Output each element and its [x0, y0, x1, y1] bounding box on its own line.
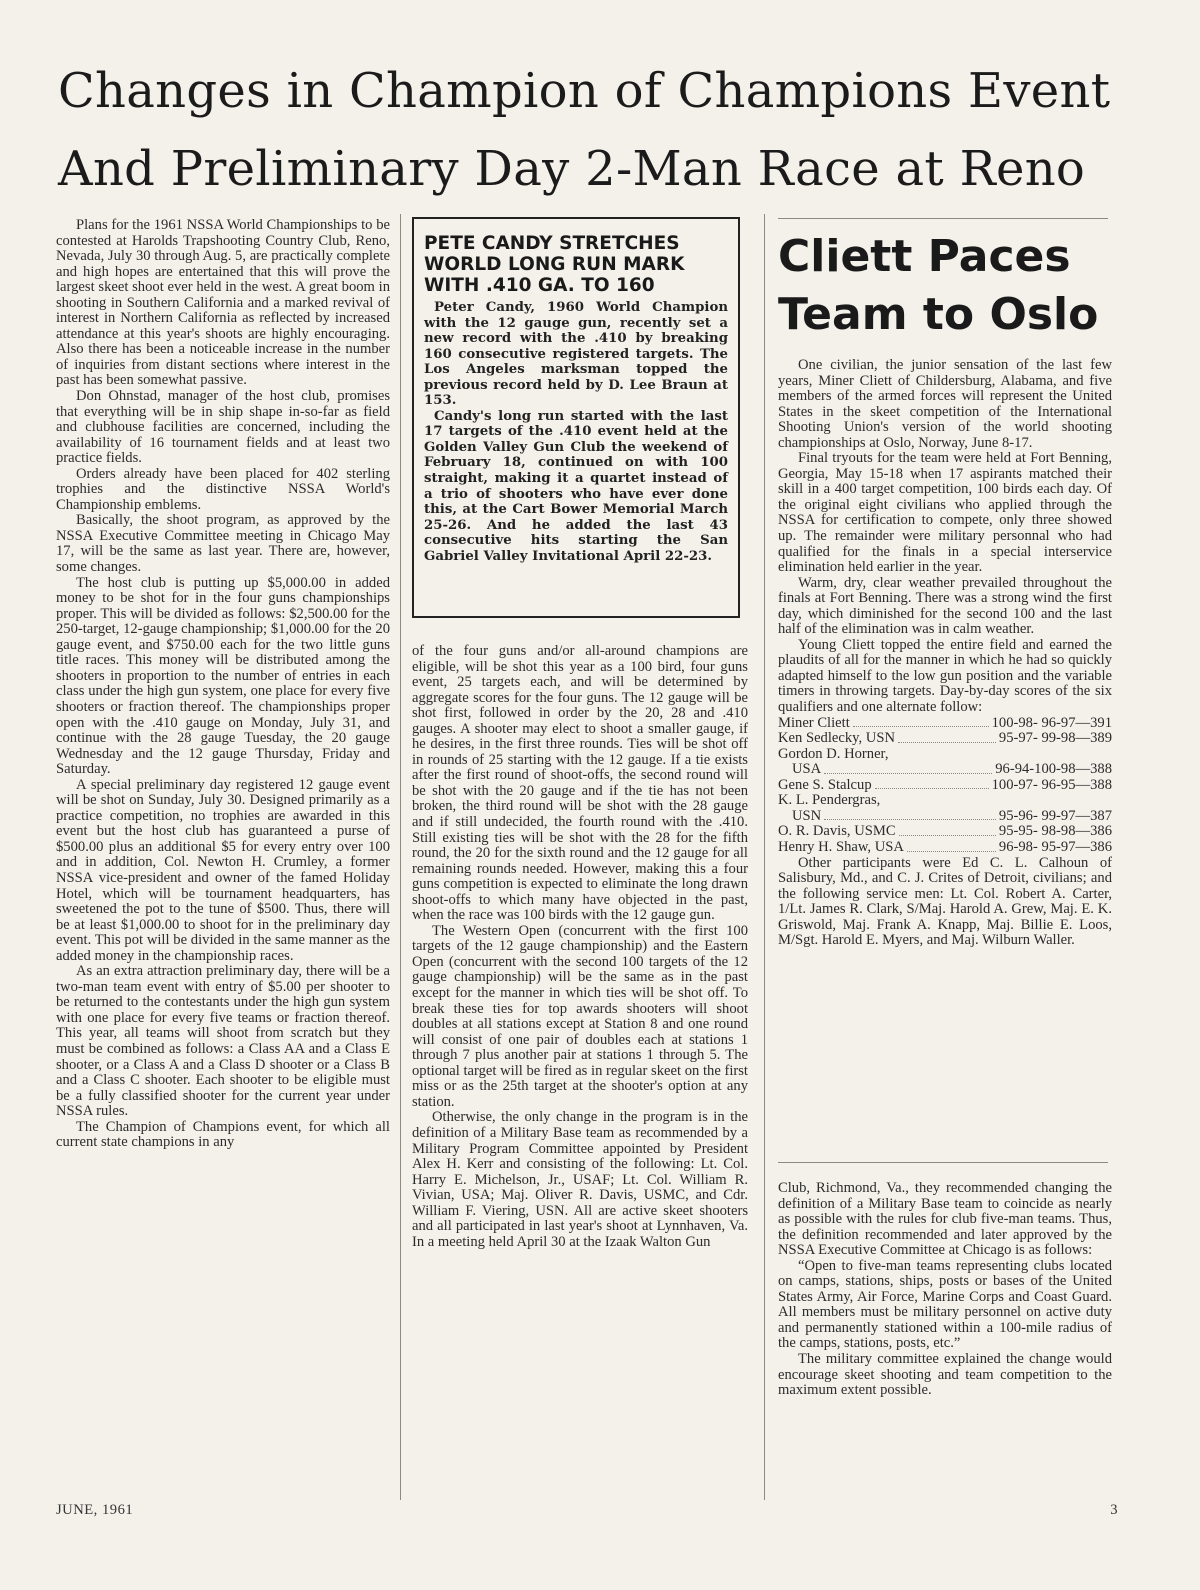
leader-dots [824, 809, 996, 821]
article-column-3-continued [778, 1181, 1112, 1399]
shooter-name: USA [792, 761, 822, 778]
paragraph: “Open to five-man teams representing clubs located on camps, stations, ships, posts or bases of the United States Army, Air Force, Marine Corps and Coast Guard. All members must be military personnel on active duty and permanently stationed within a 100-mile radius of the camps, stations, posts, etc.” [778, 1257, 1112, 1352]
shooter-name: O. R. Davis, USMC [778, 823, 896, 840]
leader-dots [899, 824, 996, 836]
paragraph: of the four guns and/or all-around champions are eligible, will be shot this year as a 100 bird, four guns event, 25 targets each, and will be determined by aggregate scores for the four guns. The 12 gauge will be shot first, followed in order by the 20, 28 and .410 gauges. A shooter may elect to shoot a smaller gauge, if he desires, in the first three rounds. Ties will be shot off in rounds of 25 starting with the 12 gauge. If a tie exists after the first round of shoot-offs, the second round will be shot with the 20 gauge and if the tie has not been broken, the third round will be shot with the 28 gauge and if still undecided, the fourth round with the .410. Still existing ties will be shot with the 28 for the fifth round, the 20 for the sixth round and the 12 gauge for all remaining rounds needed. However, making this a four guns competition is expected to eliminate the long drawn shoot-offs to which many have objected in the past, when the race was 100 birds with the 12 gauge gun. [412, 643, 748, 924]
paragraph: Warm, dry, clear weather prevailed throughout the finals at Fort Benning. There was a strong wind the first day, which diminished for the second 100 and the last half of the elimination was in calm weather. [778, 574, 1112, 638]
score-row [778, 840, 1112, 856]
leader-dots [824, 762, 992, 774]
score-row [778, 809, 1112, 825]
paragraph: The military committee explained the change would encourage skeet shooting and team competition to the maximum extent possible. [778, 1351, 1112, 1399]
score-row [778, 793, 1112, 809]
leader-dots [907, 840, 996, 852]
shooter-name: Ken Sedlecky, USN [778, 730, 895, 747]
paragraph: Basically, the shoot program, as approved by the NSSA Executive Committee meeting in Chicago May 17, will be the same as last year. There are, however, some changes. [56, 512, 390, 576]
shooter-name: Gordon D. Horner, [778, 745, 889, 762]
sidebar-title-line: PETE CANDY STRETCHES [424, 233, 680, 254]
paragraph: The host club is putting up $5,000.00 in added money to be shot for in the four guns championships proper. This will be divided as follows: $2,500.00 for the 250-target, 12-gauge championship; $1,000.00 for the 20 gauge event, and $750.00 each for the two little guns title races. This money will be distributed among the shooters in proportion to the number of entries in each class under the high gun system, one place for every five shooters or fraction thereof. The championships proper open with the .410 gauge on Monday, July 31, and continue with the 28 gauge Tuesday, the 20 gauge Wednesday and the 12 gauge Thursday, Friday and Saturday. [56, 574, 390, 778]
sidebar-box-title [424, 233, 738, 296]
paragraph: Club, Richmond, Va., they recommended changing the definition of a Military Base team to coincide as nearly as possible with the rules for club five-man teams. Thus, the definition recommended and later approved by the NSSA Executive Committee at Chicago is as follows: [778, 1180, 1112, 1259]
headline-line-2: And Preliminary Day 2-Man Race at Reno [58, 141, 1086, 197]
paragraph: Orders already have been placed for 402 sterling trophies and the distinctive NSSA World's Championship emblems. [56, 465, 390, 513]
paragraph: Otherwise, the only change in the program is in the definition of a Military Base team as recommended by a Military Program Committee appointed by President Alex H. Kerr and consisting of the following: Lt. Col. Harry E. Michelson, Jr., USAF; Lt. Col. William R. Vivian, USA; Maj. Oliver R. Davis, USMC, and Cdr. William F. Viering, USN. All are active skeet shooters and all participated in last year's shoot at Lynnhaven, Va. In a meeting held April 30 at the Izaak Walton Gun [412, 1109, 748, 1250]
paragraph: As an extra attraction preliminary day, there will be a two-man team event with entry of $5.00 per shooter to be returned to the contestants under the high gun system with one place for every five teams or fraction thereof. This year, all teams will shoot from scratch but they must be combined as follows: a Class AA and a Class E shooter, or a Class A and a Class D shooter or a Class B and a Class C shooter. Each shooter to be eligible must be a fully classified shooter for the current year under NSSA rules. [56, 963, 390, 1120]
side-article-title-line: Team to Oslo [778, 289, 1099, 340]
score-row [778, 716, 1112, 732]
sidebar-title-line: WITH .410 GA. TO 160 [424, 275, 655, 296]
score-row [778, 731, 1112, 747]
shooter-name: K. L. Pendergras, [778, 792, 881, 809]
shooter-score: 96-94-100-98—388 [995, 761, 1112, 778]
paragraph: A special preliminary day registered 12 gauge event will be shot on Sunday, July 30. Designed primarily as a practice competition, no trophies are awarded in this event but the host club has guaranteed a purse of $500.00 plus an additional $5 for every entry over 100 and in addition, Col. Newton H. Crumley, a former NSSA vice-president and owner of the famed Holiday Hotel, which will be tournament headquarters, has sweetened the pot to the tune of $500. Thus, there will be at least $1,000.00 to shoot for in the preliminary day event. This pot will be divided in the same manner as the added money in the championship races. [56, 776, 390, 964]
score-row [778, 762, 1112, 778]
sidebar-box [412, 217, 740, 618]
column-divider [764, 214, 765, 1500]
article-column-1 [56, 218, 390, 1151]
side-article-top-rule [778, 218, 1108, 219]
headline-line-1: Changes in Champion of Champions Event [58, 63, 1111, 119]
paragraph: Candy's long run started with the last 17 targets of the .410 event held at the Golden Valley Gun Club the weekend of February 18, continued on with 100 straight, making it a quartet instead of a trio of shooters who have ever done this, at the Cart Bower Memorial March 25-26. And he added the last 43 consecutive hits starting the San Gabriel Valley Invitational April 22-23. [424, 408, 728, 564]
shooter-name: Henry H. Shaw, USA [778, 838, 904, 855]
shooter-score: 100-98- 96-97—391 [991, 714, 1112, 731]
paragraph: The Champion of Champions event, for which all current state champions in any [56, 1118, 390, 1151]
sidebar-box-body [424, 300, 738, 564]
leader-dots [875, 778, 989, 790]
shooter-name: Miner Cliett [778, 714, 850, 731]
paragraph: Don Ohnstad, manager of the host club, promises that everything will be in ship shape in-so-far as field and clubhouse facilities are concerned, including the availability of 16 tournament fields and at least two practice fields. [56, 388, 390, 467]
article-column-2 [412, 644, 748, 1250]
section-divider [778, 1162, 1108, 1163]
score-list [778, 716, 1112, 856]
shooter-score: 95-96- 99-97—387 [998, 807, 1112, 824]
shooter-name: Gene S. Stalcup [778, 776, 872, 793]
side-article-title-line: Cliett Paces [778, 231, 1071, 282]
headline [58, 52, 1158, 208]
paragraph: One civilian, the junior sensation of the last few years, Miner Cliett of Childersburg, Alabama, and five members of the armed forces will represent the United States in the skeet competition of the International Shooting Union's version of the world shooting championships at Oslo, Norway, June 8-17. [778, 357, 1112, 451]
leader-dots [853, 716, 989, 728]
leader-dots [898, 731, 996, 743]
paragraph: Peter Candy, 1960 World Champion with the 12 gauge gun, recently set a new record with the .410 by breaking 160 consecutive registered targets. The Los Angeles marksman topped the previous record held by D. Lee Braun at 153. [424, 300, 728, 409]
shooter-score: 95-97- 99-98—389 [998, 730, 1112, 747]
issue-date: JUNE, 1961 [56, 1502, 134, 1518]
paragraph: Other participants were Ed C. L. Calhoun of Salisbury, Md., and C. J. Crites of Detroit, civilians; and the following service men: Lt. Col. Robert A. Carter, 1/Lt. James R. Clark, S/Maj. Harold A. Grew, Maj. E. K. Griswold, Maj. Frank A. Knapp, Maj. Billie E. Loos, M/Sgt. Harold E. Myers, and Maj. Wilburn Waller. [778, 854, 1112, 949]
score-row [778, 778, 1112, 794]
paragraph: Plans for the 1961 NSSA World Championships to be contested at Harolds Trapshooting Country Club, Reno, Nevada, July 30 through Aug. 5, are practically complete and high hopes are entertained that this will prove the largest skeet shoot ever held in the west. A great boom in shooting in Southern California and a marked revival of interest in Northern California as reflected by increased attendance at this year's shoots are highly encouraging. Also there has been a noticeable increase in the number of inquiries from distant sections where interest in the past has been somewhat passive. [56, 217, 390, 389]
score-row [778, 747, 1112, 763]
paragraph: The Western Open (concurrent with the first 100 targets of the 12 gauge championship) and the Eastern Open (concurrent with the second 100 targets of the 12 gauge championship) will be the same as in the past except for the manner in which ties will be shot off. To break these ties for top awards shooters will shoot doubles at all stations except at Station 8 and one round will consist of one pair of doubles each at stations 1 through 7 plus another pair at stations 1 through 5. The optional target will be fired as in regular skeet on the first miss or as the 25th target at the shooter's option at any station. [412, 922, 748, 1110]
paragraph: Young Cliett topped the entire field and earned the plaudits of all for the manner in which he had so quickly adapted himself to the low gun position and the variable timers in throwing targets. Day-by-day scores of the six qualifiers and one alternate follow: [778, 636, 1112, 716]
shooter-name: USN [792, 807, 822, 824]
sidebar-title-line: WORLD LONG RUN MARK [424, 254, 685, 275]
side-article-title [778, 228, 1108, 344]
shooter-score: 96-98- 95-97—386 [998, 838, 1112, 855]
shooter-score: 100-97- 96-95—388 [991, 776, 1112, 793]
column-divider [400, 214, 401, 1500]
paragraph: Final tryouts for the team were held at Fort Benning, Georgia, May 15-18 when 17 aspirants matched their skill in a 400 target competition, 100 birds each day. Of the original eight civilians who applied through the NSSA for certification to compete, only three showed up. The remainder were military personnal who had qualified for the finals in a special interservice elimination held earlier in the year. [778, 450, 1112, 576]
shooter-score: 95-95- 98-98—386 [998, 823, 1112, 840]
page-number: 3 [1110, 1502, 1118, 1518]
score-row [778, 824, 1112, 840]
side-article-body [778, 358, 1112, 949]
